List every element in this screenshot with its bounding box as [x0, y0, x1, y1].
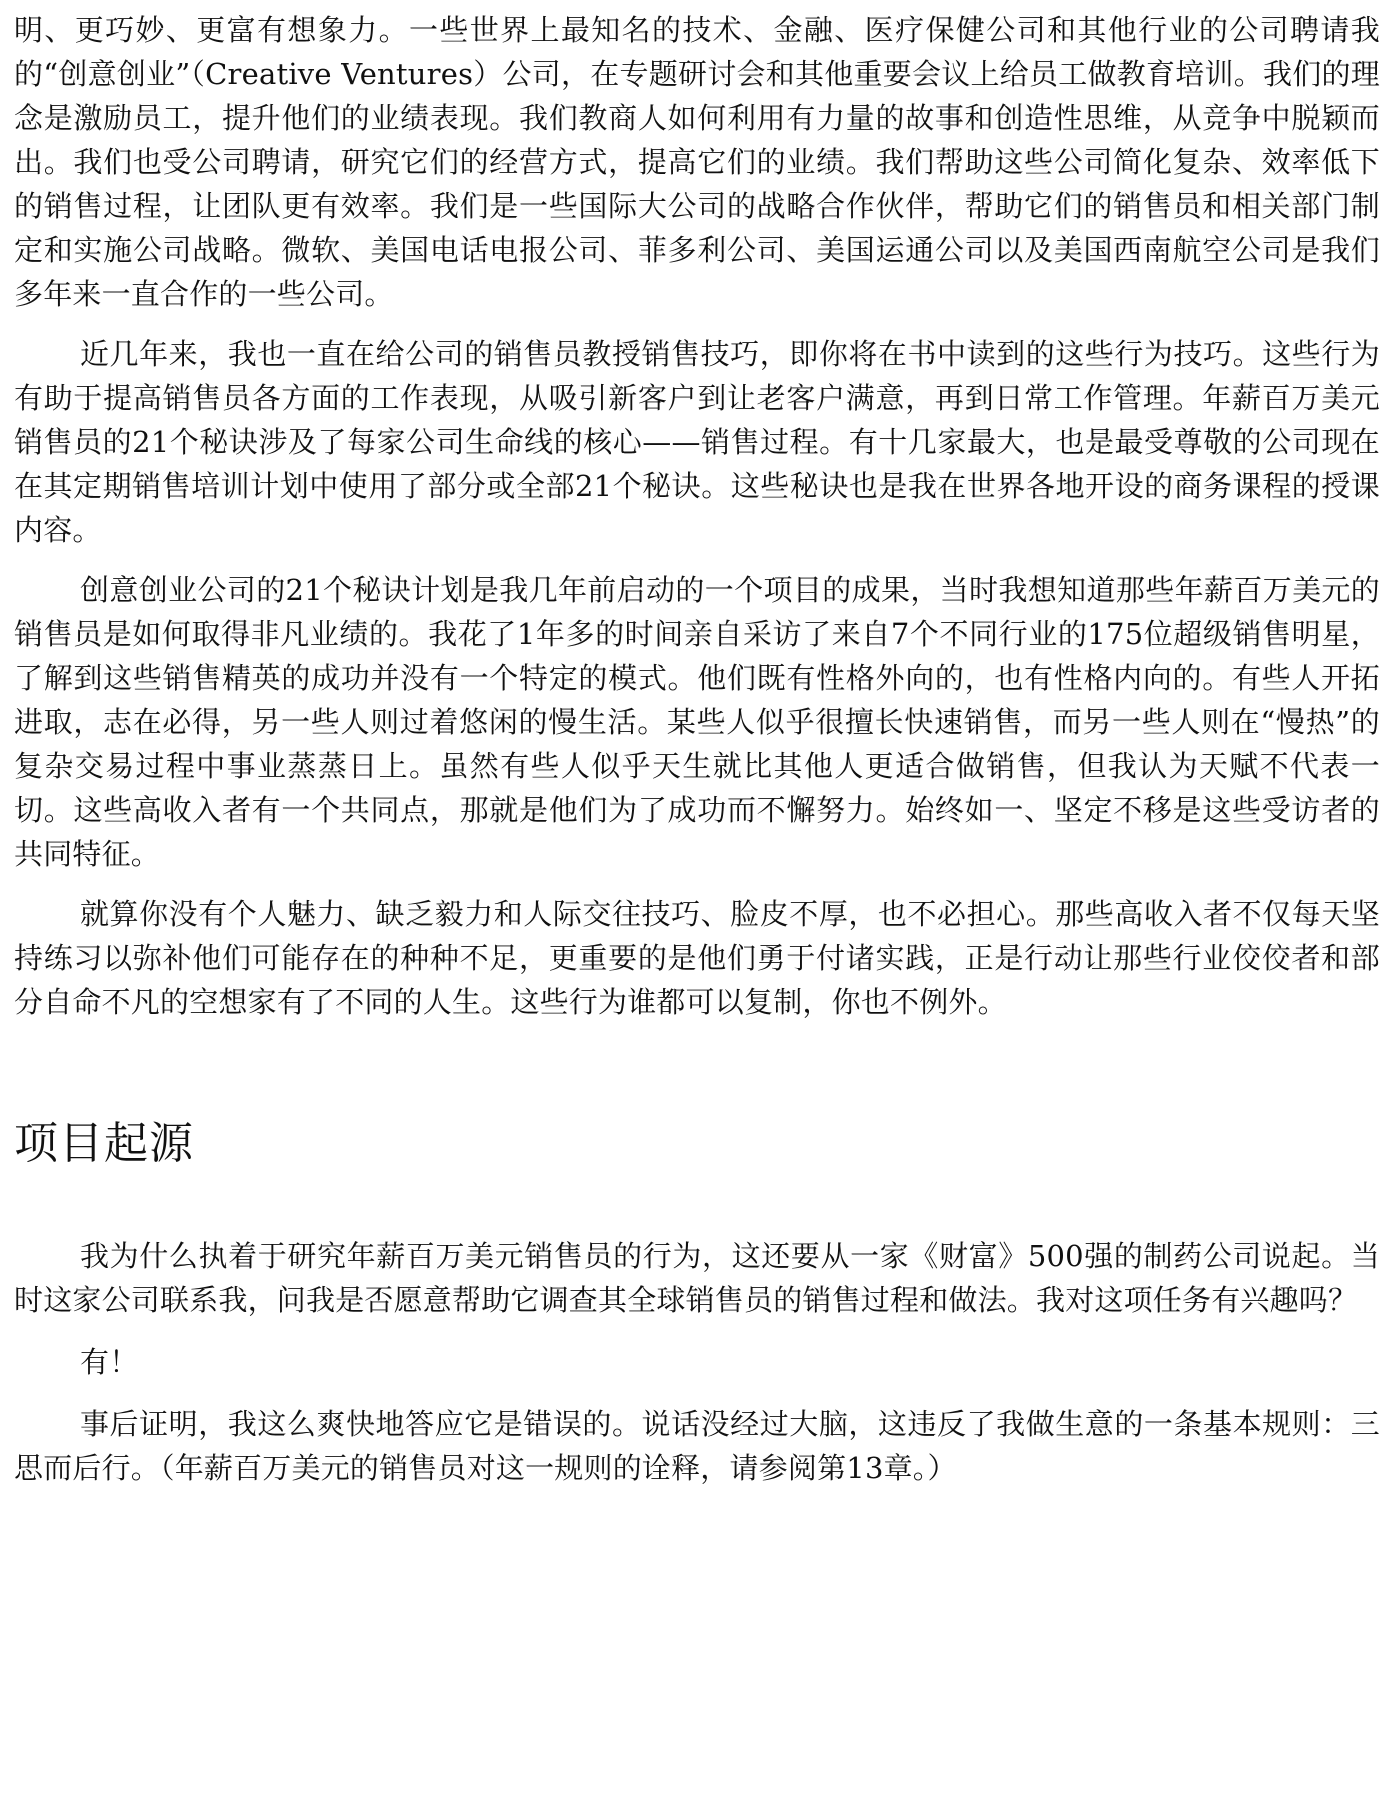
- paragraph-continued: 明、更巧妙、更富有想象力。一些世界上最知名的技术、金融、医疗保健公司和其他行业的公司聘请我的“创意创业”（Creative Ventures）公司，在专题研讨会和其他重要会议上给员工做教育培训。我们的理念是激励员工，提升他们的业绩表现。我们教商人如何利用有力量的故事和创造性思维，从竞争中脱颖而出。我们也受公司聘请，研究它们的经营方式，提高它们的业绩。我们帮助这些公司简化复杂、效率低下的销售过程，让团队更有效率。我们是一些国际大公司的战略合作伙伴，帮助它们的销售员和相关部门制定和实施公司战略。微软、美国电话电报公司、菲多利公司、美国运通公司以及美国西南航空公司是我们多年来一直合作的一些公司。: [14, 13, 1380, 311]
- paragraph: 我为什么执着于研究年薪百万美元销售员的行为，这还要从一家《财富》500强的制药公司说起。当时这家公司联系我，问我是否愿意帮助它调查其全球销售员的销售过程和做法。我对这项任务有兴趣吗？: [14, 1239, 1380, 1317]
- document-page: [14, 8, 1380, 1490]
- paragraph: 近几年来，我也一直在给公司的销售员教授销售技巧，即你将在书中读到的这些行为技巧。这些行为有助于提高销售员各方面的工作表现，从吸引新客户到让老客户满意，再到日常工作管理。年薪百万美元销售员的21个秘诀涉及了每家公司生命线的核心——销售过程。有十几家最大，也是最受尊敬的公司现在在其定期销售培训计划中使用了部分或全部21个秘诀。这些秘诀也是我在世界各地开设的商务课程的授课内容。: [14, 337, 1380, 547]
- paragraph: 创意创业公司的21个秘诀计划是我几年前启动的一个项目的成果，当时我想知道那些年薪百万美元的销售员是如何取得非凡业绩的。我花了1年多的时间亲自采访了来自7个不同行业的175位超级销售明星，了解到这些销售精英的成功并没有一个特定的模式。他们既有性格外向的，也有性格内向的。有些人开拓进取，志在必得，另一些人则过着悠闲的慢生活。某些人似乎很擅长快速销售，而另一些人则在“慢热”的复杂交易过程中事业蒸蒸日上。虽然有些人似乎天生就比其他人更适合做销售，但我认为天赋不代表一切。这些高收入者有一个共同点，那就是他们为了成功而不懈努力。始终如一、坚定不移是这些受访者的共同特征。: [14, 573, 1380, 871]
- paragraph: 有！: [80, 1345, 139, 1379]
- section-heading: 项目起源: [14, 1118, 194, 1169]
- paragraph: 就算你没有个人魅力、缺乏毅力和人际交往技巧、脸皮不厚，也不必担心。那些高收入者不仅每天坚持练习以弥补他们可能存在的种种不足，更重要的是他们勇于付诸实践，正是行动让那些行业佼佼者和部分自命不凡的空想家有了不同的人生。这些行为谁都可以复制，你也不例外。: [14, 897, 1380, 1019]
- paragraph: 事后证明，我这么爽快地答应它是错误的。说话没经过大脑，这违反了我做生意的一条基本规则：三思而后行。（年薪百万美元的销售员对这一规则的诠释，请参阅第13章。）: [14, 1407, 1380, 1485]
